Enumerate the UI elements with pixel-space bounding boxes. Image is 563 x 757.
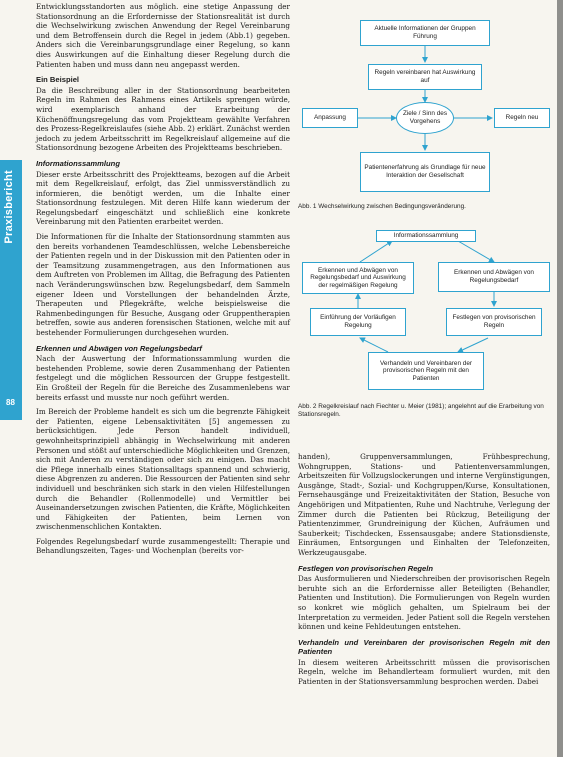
fig2-box-top: Informationssammlung <box>376 230 476 242</box>
figure-1-diagram <box>298 18 553 198</box>
paragraph-regulation-3: Folgendes Regelungsbedarf wurde zusammengestellt: Therapie und Behandlungszeiten, Tages- und Wochenplan (bereits vor- <box>36 536 290 556</box>
section-side-tab <box>0 160 22 420</box>
fig1-box-top: Aktuelle Informationen der Gruppen Führung <box>360 20 490 46</box>
paragraph-right-1: handen), Gruppenversammlungen, Frühbesprechung, Wohngruppen, Stations- und Patientenversammlungen, Arbeitszeiten für Vollzugslockerungen und interne Vergünstigungen, Ausgänge, Stadt-, Sozial- und Kochgruppen/Kurse, Konsultationen, Fernsehausgänge und Freizeitaktivitäten der Station, Besuche von Angehörigen und Mitpatienten, Ruhe und Nachtruhe, Verlegung der Zimmer durch die Patienten bei Rückzug, Beteiligung der Patientenzimmer, Grundreinigung der Küchen, Aufräumen und Sauberkeit; Tischdecken, Essensausgabe; andere Stationsdienste, Einräumen, Entsorgungen und Einhalten der Telefonzeiten, Werkzeugausgabe. <box>298 452 550 557</box>
heading-example: Ein Beispiel <box>36 75 80 85</box>
paragraph-right-3: In diesem weiteren Arbeitsschritt müssen die provisorischen Regeln, welche im Behandlerteam formuliert wurden, mit den Patienten in der Stationsversammlung besprochen werden. Dabei <box>298 657 550 687</box>
paragraph-right-2: Das Ausformulieren und Niederschreiben der provisorischen Regeln beruhte sich an die Erfordernisse aller Beteiligten (Behandler, Patienten und Institution). Die Formulierungen von Regeln wurden so konkret wie möglich gehalten, um Spielraum bei der Interpretation zu vermeiden. Jeder Patient soll die Regeln verstehen können und keine Fehldeutungen entstehen. <box>298 574 550 632</box>
fig2-box-bottom: Verhandeln und Vereinbaren der provisorischen Regeln mit den Patienten <box>368 352 484 390</box>
paragraph-intro: Entwicklungsstandorten aus möglich. eine stetige Anpassung der Stationsordnung an die Erfordernisse der Stationsrealität ist durch die Wechselwirkung zwischen Anwendung der Regel Vereinbarung und dem Betroffensein durch die Regel in jedem (Abb.1) gegeben. Anders sich die Vereinbarungsgrundlage einer Regelung, so kann dies Auswirkungen auf die Einhaltung dieser Regelung durch die Patienten haben und muss dann neu angepasst werden. <box>36 2 290 69</box>
right-text-column <box>298 452 550 692</box>
paragraph-information-1: Dieser erste Arbeitsschritt des Projektteams, bezogen auf die Arbeit mit dem Regelkreislauf, erfolgt, das Ziel unmissverständlich zu informieren, die benötigt werden, um die Inhalte einer Stationsordnung festzulegen. Mit deren Hilfe kann wiederum der Regelungsbedarf eingeschätzt und schließlich eine konkrete Vereinbarung mit den Patienten erarbeitet werden. <box>36 169 290 227</box>
page-number: 88 <box>6 398 15 407</box>
paragraph-information-2: Die Informationen für die Inhalte der Stationsordnung stammten aus den bereits vorhandenen Teamdeschlüssen, welche Lebensbereiche der Patienten regeln und in der Diskussion mit den Patienten oder in der Teamsitzung zusammengetragen, aus den Informationen aus dem Auftreten von Problemen im Alltag, die Befragung des Patienten nach Veränderungswünschen bzw. Regelungsbedarf, dem Sammeln eigener Ideen und Vorstellungen der behandelnden Ärzte, Therapeuten und Pflegekräfte, welche beispielsweise die Rahmenbedingungen für Besuche, Ausgang oder Gruppentherapien betreffen, sowie aus anderen forensischen Stationen, welche mit auf bestehender Formulierungen durchgesehen wurden. <box>36 232 290 337</box>
paragraph-regulation-1: Nach der Auswertung der Informationssammlung wurden die bestehenden Probleme, sowie deren Zusammenhang der Patienten festgelegt und die möglichen Ressourcen der Gruppe festgestellt. Ein Großteil der Regeln für die Bereiche des Zusammenlebens war bereits erfasst und musste nur noch geführt werden. <box>36 354 290 402</box>
fig2-box-right-mid: Festlegen von provisorischen Regeln <box>446 308 542 336</box>
fig1-box-left: Anpassung <box>302 108 358 128</box>
heading-regulation-need: Erkennen und Abwägen von Regelungsbedarf <box>36 343 202 353</box>
heading-provisional-rules: Festlegen von provisorischen Regeln <box>298 563 434 573</box>
paragraph-example: Da die Beschreibung aller in der Stationsordnung bearbeiteten Regeln im Rahmen des Rahmens eines Artikels sprengen würde, wird exemplarisch anhand der Erarbeitung der Küchenöffnungsregelung das vom Projektteam gewählte Verfahren des Prozess-Regelkreislaufes (siehe Abb. 2) erklärt. Zunächst werden jedoch zu jedem Arbeitsschritt im Regelkreislauf allgemeine auf die Stationsordnung bezogene Arbeiten des Projektteams beschrieben. <box>36 85 290 153</box>
fig1-box-right: Regeln neu <box>494 108 550 128</box>
left-text-column <box>36 2 290 561</box>
fig2-box-left-top: Erkennen und Abwägen von Regelungsbedarf und Auswirkung der regelmäßigen Regelung <box>302 262 414 294</box>
figure-2-diagram <box>298 228 553 396</box>
page-edge-shadow <box>557 0 563 757</box>
fig2-box-right-top: Erkennen und Abwägen von Regelungsbedarf <box>438 262 550 292</box>
fig1-box-mid: Regeln vereinbaren hat Auswirkung auf <box>368 64 482 90</box>
fig1-box-center: Ziele / Sinn des Vorgehens <box>396 102 454 134</box>
section-side-tab-label: Praxisbericht <box>3 170 15 244</box>
heading-negotiate-rules: Verhandeln und Vereinbaren der provisorischen Regeln mit den Patienten <box>298 637 550 657</box>
figure-1-caption: Abb. 1 Wechselwirkung zwischen Bedingungsveränderung. <box>298 203 466 210</box>
heading-information-gathering: Informationssammlung <box>36 158 120 168</box>
figure-2-caption: Abb. 2 Regelkreislauf nach Fiechter u. Meier (1981); angelehnt auf die Erarbeitung von Stationsregeln. <box>298 403 544 418</box>
fig2-box-left-mid: Einführung der Vorläufigen Regelung <box>310 308 406 336</box>
fig1-box-bottom: Patientenerfahrung als Grundlage für neue Interaktion der Gesellschaft <box>360 152 490 192</box>
paragraph-regulation-2: Im Bereich der Probleme handelt es sich um die begrenzte Fähigkeit der Patienten, eigene Lebensaktivitäten [5] angemessen zu berücksichtigen. Jede Person handelt individuell, gewohnheitsprinzipiell abhängig in Wechselwirkung mit anderen Personen und stößt auf unterschiedliche Möglichkeiten und Grenzen, sich mit Anderen zu verständigen oder sich zu einigen. Das macht die Pflege innerhalb eines Stationsalltags spannend und schwierig, diese Abgrenzen zu anderen. Die Ressourcen der Patienten sind sehr individuell und beschränken sich stark in den vielen Hilfestellungen durch die Behandler (Rollenmodelle) und Vermittler bei Auseinandersetzungen zwischen Patienten, die Kräfte, Möglichkeiten und Fähigkeiten der Patienten, beim Lernen von zwischenmenschlichen Kontakten. <box>36 407 290 532</box>
